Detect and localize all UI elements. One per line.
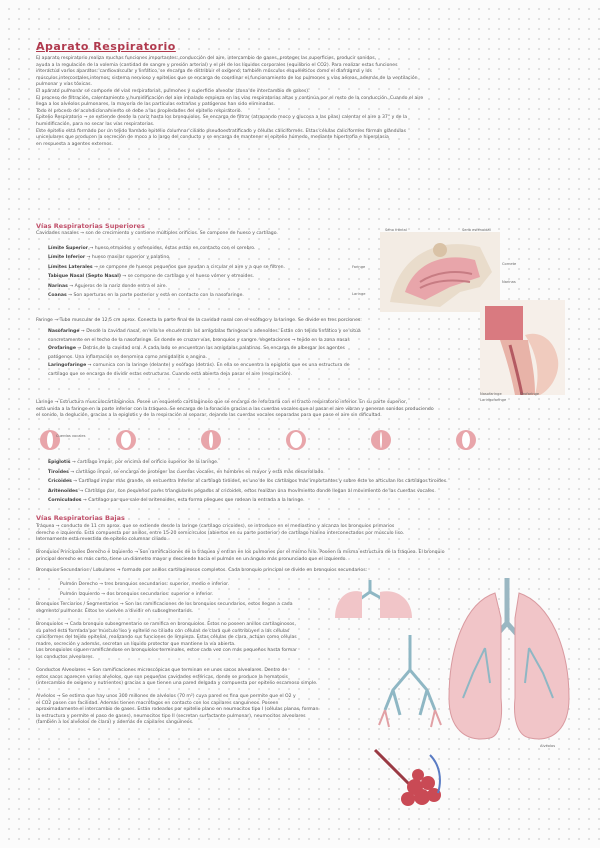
head-label: Laringofaringe: [480, 398, 507, 402]
traquea-text: Tráquea → conducto de 11 cm aprox. que se extiende desde la laringe (cartílago cricoides), se introduce en el mediastino y alcanza los bronquios primarios derecho e izquierdo. Está compuesta por anillos, entre 15-20 semicírculos (abiertos en su parte posterior) de cartílago hialino interconectados por músculo liso. Internamente está revestida de epitelio columnar ciliado.: [36, 524, 405, 543]
list-item: Tabique Nasal (Septo Nasal) → se compone de cartílago y el hueso vómer y etmoides.: [48, 274, 255, 280]
bronchi-lobes-illustration: [330, 578, 420, 622]
list-item: cartílago que se encarga de dividir estas estructuras. Cuando está abierta deja pasar el aire (respiración).: [48, 371, 293, 377]
list-item: Narinas → Agujeros de la nariz donde entra el aire.: [48, 283, 167, 289]
fosas-text: Cavidades nasales → son de crecimiento y contiene múltiples orificios. Se compone de hueso y cartílago.: [36, 231, 278, 236]
bronchial-tree-illustration: [375, 635, 445, 735]
page-title: Aparato Respiratorio: [36, 40, 176, 53]
lung-label: Alvéolos: [540, 744, 556, 748]
nose-label: Cornete: [502, 262, 517, 266]
list-item: Orofaringe → Detrás de la cavidad oral. A cada lado se encuentran las amígdalas palatinas. Se encarga de albergar los agentes: [48, 346, 345, 352]
laringe-text: Laringe → Estructura musculocartilaginosa. Posee un esqueleto cartilaginoso que se encarga de reforzarla con el tracto respiratorio inferior. En su parte superior, está unida a la faringe en la parte inferior con la tráquea. Se encarga de la fonación gracias a las cuerdas vocales que al pasar el aire vibran y generan sonidos produciendo el sonido, la deglución, gracias a la epiglotis y de la respiración al separar, dejando las cuerdas vocales separadas para que pase el aire sin dificultad.: [36, 400, 434, 419]
alveolos-text: Alvéolos → Se estima que hay unos 300 millones de alvéolos (70 m²) cuya pared es fina que permite que el O2 y el CO2 pasen con facilidad. Además tienen macrófagos en contacto con los capilares sanguíneos. Poseen aproximadamente el intercambio de gases. Están rodeados por epitelio plano en neumocitos tipo I (células planas, forman la estructura y permite el paso de gases), neumocitos tipo II (secretan surfactante pulmonar), neumocitos alveolares (también a los alvéolos de clara) y además de capilares sanguíneos.: [36, 694, 319, 726]
nasal-limits-list: [48, 244, 338, 300]
list-item: Nasofaringe → Desde la cavidad nasal, en ella se encuentran las amígdalas faríngeas o adenoides. Están con tejido linfático y se sitúa: [48, 329, 361, 334]
terciarios-text: Bronquios Terciarios / Segmentarios → Son las ramificaciones de los bronquios secundarios, estos llegan a cada segmento pulmonar. Éstos se vuelven a dividir en subsegmentarios.: [36, 602, 293, 614]
list-item: Límite Inferior → hueso maxilar superior y palatino.: [48, 255, 171, 261]
nose-label: Seno frontal: [385, 228, 407, 232]
list-item: concretamente en el techo de la nasofaringe. Es donde se cruzan vías, bronquios y sangre. Vegetaciones → tejido en la zona nasal.: [48, 337, 351, 343]
list-item: Aritenoides → Cartílago par, son pequeños pares triangulares pegados al cricoides, estos realizan una movimiento donde llegan al movimiento de las cuerdas vocales.: [48, 488, 436, 494]
list-item: Laringofaringe → comunica con la laringe (delante) y esófago (detrás). En ella se encuentra la epiglotis que es una estructura de: [48, 363, 350, 369]
intro-text: El aparato respiratorio realiza muchas funciones importantes: conducción del aire, intercambio de gases, proteger las superficies, producir sonidos, ayuda a la regulación de la volemia (cantidad de sangre y presión arterial) y el pH de los líquidos corporales (equilibrio el CO2). Para realizar estas funciones interactúa varios aparatos: cardiovascular y linfático, se encarga de distribuir el oxígeno; también músculos esqueléticos como el diafragma y los músculos intercostales internos; sistema nervioso y epitelios que se encarga de coordinar el funcionamiento de los pulmones y vías aéreas, además de la ventilación pulmonar y vías tóxicas. El aparato pulmonar se compone de vías respiratorias, pulmones y superficie alveolar (zona de intercambio de gases). El proceso de filtración, calentamiento y humidificación del aire inhalado empieza en las vías respiratorias altas y continúa por el resto de la conducción. Cuando el aire llega a los alvéolos pulmonares, la mayoría de las partículas extrañas y patógenas han sido eliminadas. Todo el proceso de acondicionamiento se debe a las propiedades del epitelio respiratorio. Epitelio Respiratorio → se extiende desde la nariz hasta los bronquiolos. Se encarga de filtrar (atrapando moco y glucosa a las pilas) calentar el aire a 37° y de la humidificación, para no secar las vías respiratorias. Este epitelio está formado por un tejido llamado epitelio columnar ciliado pseudoestratificado y células caliciformes. Estas células caliciformes forman glándulas unicelulares que producen la secreción de moco a lo largo del conducto y se encarga de mantener el epitelio húmedo, mediante hipertrofia e hiperplasia en respuesta a agentes externos.: [36, 56, 424, 147]
section-heading-upper: Vías Respiratorias Superiores: [36, 222, 145, 230]
section-heading-lower: Vías Respiratorias Bajas: [36, 514, 125, 522]
list-item: Coanas → Son aperturas en la parte posterior y está en contacto con la nasofaringe.: [48, 293, 244, 299]
list-item: Corniculados → Cartílago par que sale del aritenoides, esta forma pliegues que rodean la entrada a la laringe.: [48, 498, 305, 504]
larynx-diagrams: [36, 428, 536, 452]
larynx-caption: Cuerdas vocales: [56, 434, 86, 438]
bronquiolos-text: Bronquiolos → Cada bronquio subsegmentario se ramifica en bronquiolos. Éstos no poseen anillos cartilaginosos, su pared está formada por músculo liso y epitelio no ciliado con células de clara que contribuyen a las células caliciformes del tejido epitelial, realizando sus funciones de limpieza. Estas células de clara, actúan como células madre, secreción y además, secretan un líquido protector que mantiene la vía abierta. Los bronquiolos siguen ramificándose en bronquiolos terminales, estos cada vez con más pequeños hasta formar los conductos alveolares.: [36, 622, 297, 660]
head-pharynx-illustration: [480, 300, 565, 395]
head-label: Nasofaringe: [480, 392, 502, 396]
list-item: Límites Laterales → se compone de huesos pequeños que ayudan a circular el aire y a que se filtren.: [48, 264, 286, 270]
list-item: Pulmón Izquierdo → dos bronquios secundarios: superior e inferior.: [60, 591, 214, 597]
nose-label: Faringe: [352, 265, 366, 269]
faringe-text: Faringe → Tubo muscular de 12,5 cm aprox. Conecta la parte final de la cavidad nasal con el esófago y la laringe. Se divide en tres porciones:: [36, 318, 362, 323]
list-item: Cricoides → Cartílago impar más grande, se encuentra inferior al cartílago tiroides, es uno de los cartílagos más importantes y sobre éste se articulan los cartílagos tiroides.: [48, 479, 448, 485]
bronquios-secundarios-text: Bronquios Secundarios / Lobulares → formado por anillos cartilaginosos completos. Cada bronquio principal se divide en bronquios secundarios:: [36, 568, 368, 573]
lungs-illustration: [445, 578, 575, 748]
bronquios-principales-text: Bronquios Principales Derecho e Izquierdo → Son ramificaciones de la tráquea y entran en los pulmones por el mismo hilo. Poseen la misma estructura de la tráquea. El bronquio principal derecho es más corto, tiene un diámetro mayor y desciende hacia el pulmón en un ángulo más pronunciado que el izquierdo.: [36, 550, 445, 562]
nose-label: Narinas: [502, 280, 516, 284]
list-item: Epiglotis → cartílago impar, por encima del orificio superior de la laringe.: [48, 460, 219, 465]
head-label: Orofaringe: [520, 392, 540, 396]
alveoli-illustration: [370, 745, 455, 815]
laringe-cartilages-list: [48, 458, 568, 506]
list-item: patógenos. Una inflamación se denomina como amigdalitis o angina.: [48, 354, 208, 360]
list-item: Pulmón Derecho → tres bronquios secundarios: superior, medio e inferior.: [60, 582, 230, 587]
list-item: Límite Superior → hueso etmoides y esfenoides, éstas están en contacto con el cerebro.: [48, 246, 256, 251]
conductos-text: Conductos Alveolares → Son ramificaciones microscópicas que terminan en unos sacos alveolares. Dentro de estos sacos aparecen varios alvéolos, que son pequeñas cavidades esféricas, donde se produce la hematosis (intercambio de oxígeno y nutrientes) gracias a que tienen una pared delgada y compuesta por epitelio escamoso simple.: [36, 668, 318, 687]
list-item: Tiroides → cartílago impar, se encarga de proteger las cuerdas vocales, en hombres es mayor y está más desarrollado.: [48, 469, 325, 475]
lobes-list: [60, 580, 300, 599]
nose-label: Seno esfenoidal: [462, 228, 491, 232]
nose-label: Laringe: [352, 292, 366, 296]
faringe-list: [48, 328, 478, 380]
